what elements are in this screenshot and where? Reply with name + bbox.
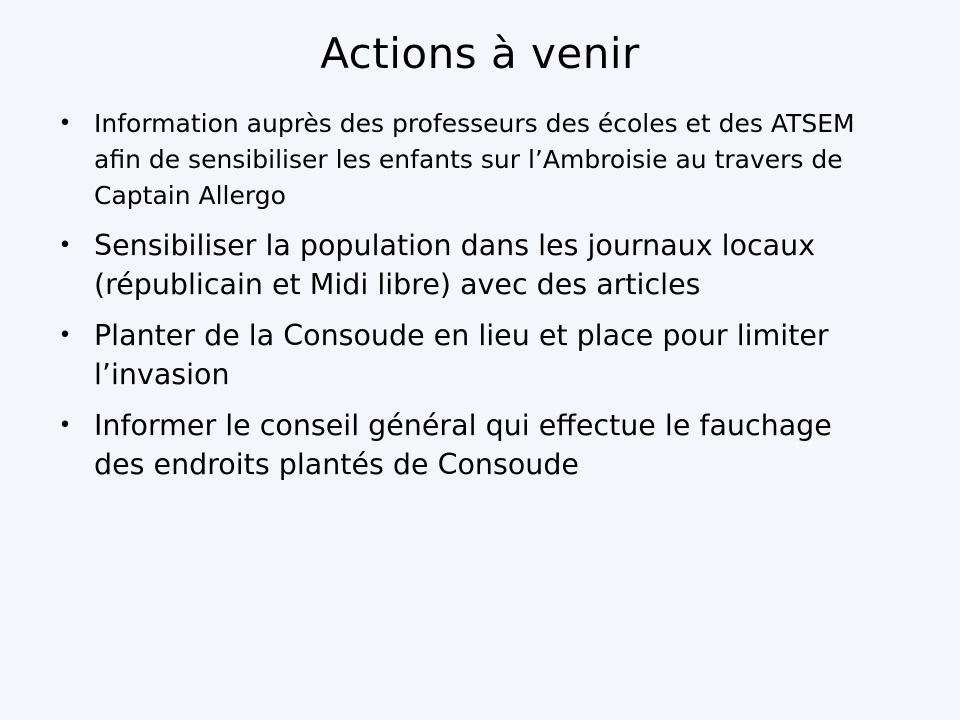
bullet-list — [56, 106, 864, 496]
bullet-text: Informer le conseil général qui effectue le fauchage des endroits plantés de Consoude — [94, 409, 832, 481]
bullet-icon: • — [58, 111, 72, 136]
bullet-icon: • — [58, 323, 72, 348]
list-item — [56, 316, 864, 394]
bullet-icon: • — [58, 413, 72, 438]
slide-title: Actions à venir — [320, 29, 640, 78]
list-item — [56, 106, 864, 214]
bullet-text: Planter de la Consoude en lieu et place pour limiter l’invasion — [94, 319, 829, 391]
list-item — [56, 226, 864, 304]
bullet-text: Sensibiliser la population dans les journaux locaux (républicain et Midi libre) avec des articles — [94, 229, 816, 301]
bullet-text: Information auprès des professeurs des écoles et des ATSEM afin de sensibiliser les enfants sur l’Ambroisie au travers de Captain Allergo — [94, 109, 855, 210]
bullet-icon: • — [58, 233, 72, 258]
list-item — [56, 406, 864, 484]
